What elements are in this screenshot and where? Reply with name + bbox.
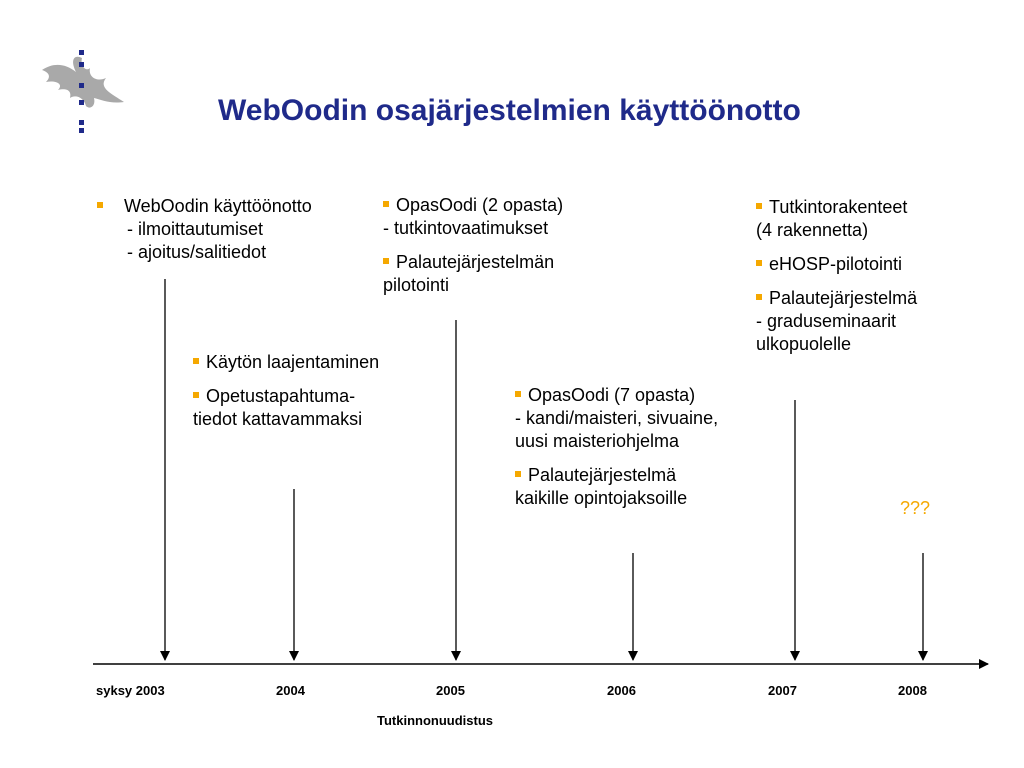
block-2008-unknown: ??? [900,498,931,518]
block-2004-item2-line1: Opetustapahtuma- [206,386,356,406]
block-2003-line2: - ilmoittautumiset [127,219,264,239]
block-2007-item3-line3: ulkopuolelle [756,334,852,354]
block-2007-item3-line1: Palautejärjestelmä [769,288,918,308]
block-2005-item2-line2: pilotointi [383,275,450,295]
block-2005-item2-line1: Palautejärjestelmän [396,252,555,272]
year-label-2008: 2008 [898,683,927,698]
bullet-icon [756,294,762,300]
bullet-icon [383,258,389,264]
block-2007-item3-line2: - graduseminaarit [756,311,897,331]
block-2005-item1-line2: - tutkintovaatimukset [383,218,549,238]
block-2006-item1-line3: uusi maisteriohjelma [515,431,680,451]
block-2006-item1-line1: OpasOodi (7 opasta) [528,385,696,405]
slide-title: WebOodin osajärjestelmien käyttöönotto [218,94,801,127]
block-2006-item1-line2: - kandi/maisteri, sivuaine, [515,408,719,428]
axis-caption: Tutkinnonuudistus [377,713,494,728]
bullet-icon [756,260,762,266]
year-label-2004: 2004 [276,683,305,698]
block-2007-item1-line2: (4 rakennetta) [756,220,869,240]
bullet-icon [515,471,521,477]
year-label-2006: 2006 [607,683,636,698]
bullet-icon [97,202,103,208]
block-2005 [383,194,563,308]
block-2004 [193,351,379,442]
block-2005-item1-line1: OpasOodi (2 opasta) [396,195,564,215]
block-2003 [97,195,312,264]
block-2006 [515,384,718,521]
bullet-icon [756,203,762,209]
year-label-2003: syksy 2003 [96,683,165,698]
bullet-icon [383,201,389,207]
block-2004-item1: Käytön laajentaminen [206,352,380,372]
year-label-2007: 2007 [768,683,797,698]
block-2006-item2-line2: kaikille opintojaksoille [515,488,688,508]
bullet-icon [193,358,199,364]
block-2003-line1: WebOodin käyttöönotto [124,196,312,216]
block-2007-item2: eHOSP-pilotointi [769,254,903,274]
block-2007 [756,196,917,367]
year-label-2005: 2005 [436,683,465,698]
block-2003-line3: - ajoitus/salitiedot [127,242,267,262]
bullet-icon [193,392,199,398]
block-2007-item1-line1: Tutkintorakenteet [769,197,908,217]
block-2004-item2-line2: tiedot kattavammaksi [193,409,363,429]
bullet-icon [515,391,521,397]
block-2006-item2-line1: Palautejärjestelmä [528,465,677,485]
